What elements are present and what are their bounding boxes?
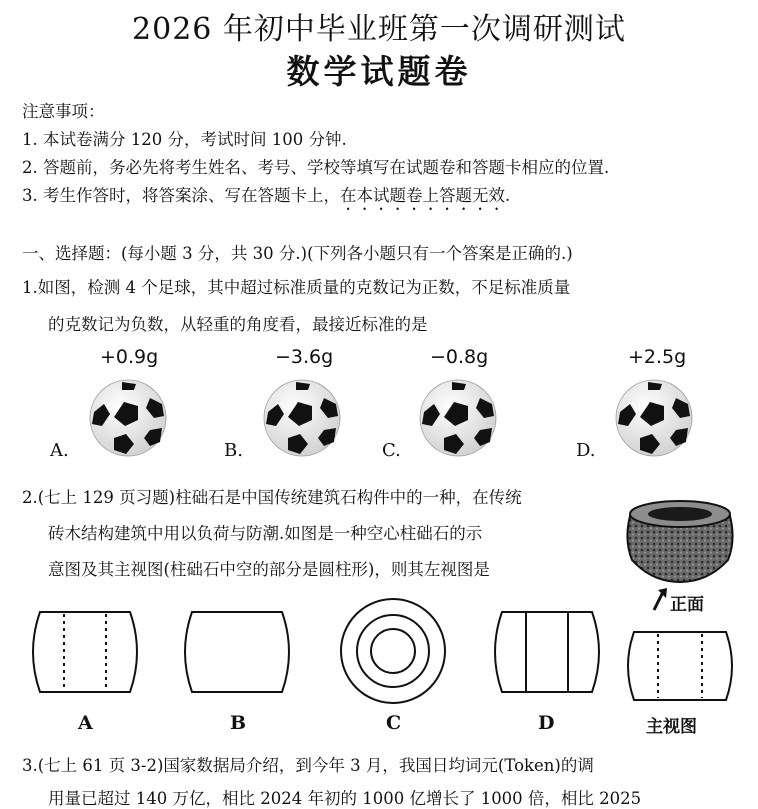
soccer-ball-a bbox=[84, 374, 174, 458]
q1-option-c-label: C. bbox=[382, 440, 401, 461]
front-label: 正面 bbox=[670, 595, 704, 615]
q1-mass-a: +0.9g bbox=[100, 346, 159, 368]
notice-item-3 bbox=[22, 182, 510, 214]
q1-option-a-label: A. bbox=[50, 440, 69, 461]
q2-option-c-label: C bbox=[386, 712, 402, 734]
q2-option-a-label: A bbox=[78, 712, 93, 734]
q2-option-b-label: B bbox=[230, 712, 247, 734]
q2-line-1: 2.(七上 129 页习题)柱础石是中国传统建筑石构件中的一种，在传统 bbox=[22, 488, 522, 507]
main-view-figure bbox=[624, 626, 736, 706]
q1-mass-b: −3.6g bbox=[275, 346, 334, 368]
notice-heading: 注意事项： bbox=[22, 102, 105, 121]
q1-option-b-label: B. bbox=[224, 440, 243, 461]
q1-line-2: 的克数记为负数，从轻重的角度看，最接近标准的是 bbox=[48, 315, 428, 334]
main-view-label: 主视图 bbox=[646, 717, 697, 737]
q2-line-2: 砖木结构建筑中用以负荷与防潮.如图是一种空心柱础石的示 bbox=[48, 524, 483, 543]
plinth-stone-image bbox=[622, 494, 738, 586]
q2-option-d-figure bbox=[490, 606, 604, 698]
exam-title: 2026 年初中毕业班第一次调研测试 bbox=[132, 12, 626, 47]
exam-subtitle: 数学试题卷 bbox=[286, 52, 472, 91]
front-direction-arrow-icon bbox=[650, 586, 668, 616]
notice-item-3-emphasis: 在本试题卷上答题无效 bbox=[340, 186, 505, 205]
q1-option-d-label: D. bbox=[576, 440, 596, 461]
q1-mass-c: −0.8g bbox=[430, 346, 489, 368]
notice-item-3-end: . bbox=[505, 186, 511, 205]
notice-item-3-text: 3. 考生作答时，将答案涂、写在答题卡上， bbox=[22, 186, 340, 205]
q3-line-2: 用量已超过 140 万亿，相比 2024 年初的 1000 亿增长了 1000 倍，相比 2025 bbox=[48, 789, 642, 808]
notice-item-1: 1. 本试卷满分 120 分，考试时间 100 分钟. bbox=[22, 130, 347, 149]
soccer-ball-b bbox=[258, 374, 348, 458]
q2-option-a-figure bbox=[28, 606, 142, 698]
q2-option-d-label: D bbox=[538, 712, 555, 734]
q2-option-b-figure bbox=[180, 606, 294, 698]
soccer-ball-c bbox=[414, 374, 504, 458]
section-heading: 一、选择题：(每小题 3 分，共 30 分.)(下列各小题只有一个答案是正确的.) bbox=[22, 244, 573, 263]
q2-line-3: 意图及其主视图(柱础石中空的部分是圆柱形)，则其左视图是 bbox=[48, 560, 490, 579]
q2-option-c-figure bbox=[336, 596, 450, 706]
notice-item-2: 2. 答题前，务必先将考生姓名、考号、学校等填写在试题卷和答题卡相应的位置. bbox=[22, 158, 610, 177]
q1-mass-d: +2.5g bbox=[628, 346, 687, 368]
q3-line-1: 3.(七上 61 页 3-2)国家数据局介绍，到今年 3 月，我国日均词元(Token)的调 bbox=[22, 756, 594, 775]
q1-line-1: 1.如图，检测 4 个足球，其中超过标准质量的克数记为正数，不足标准质量 bbox=[22, 278, 571, 297]
soccer-ball-d bbox=[610, 374, 700, 458]
